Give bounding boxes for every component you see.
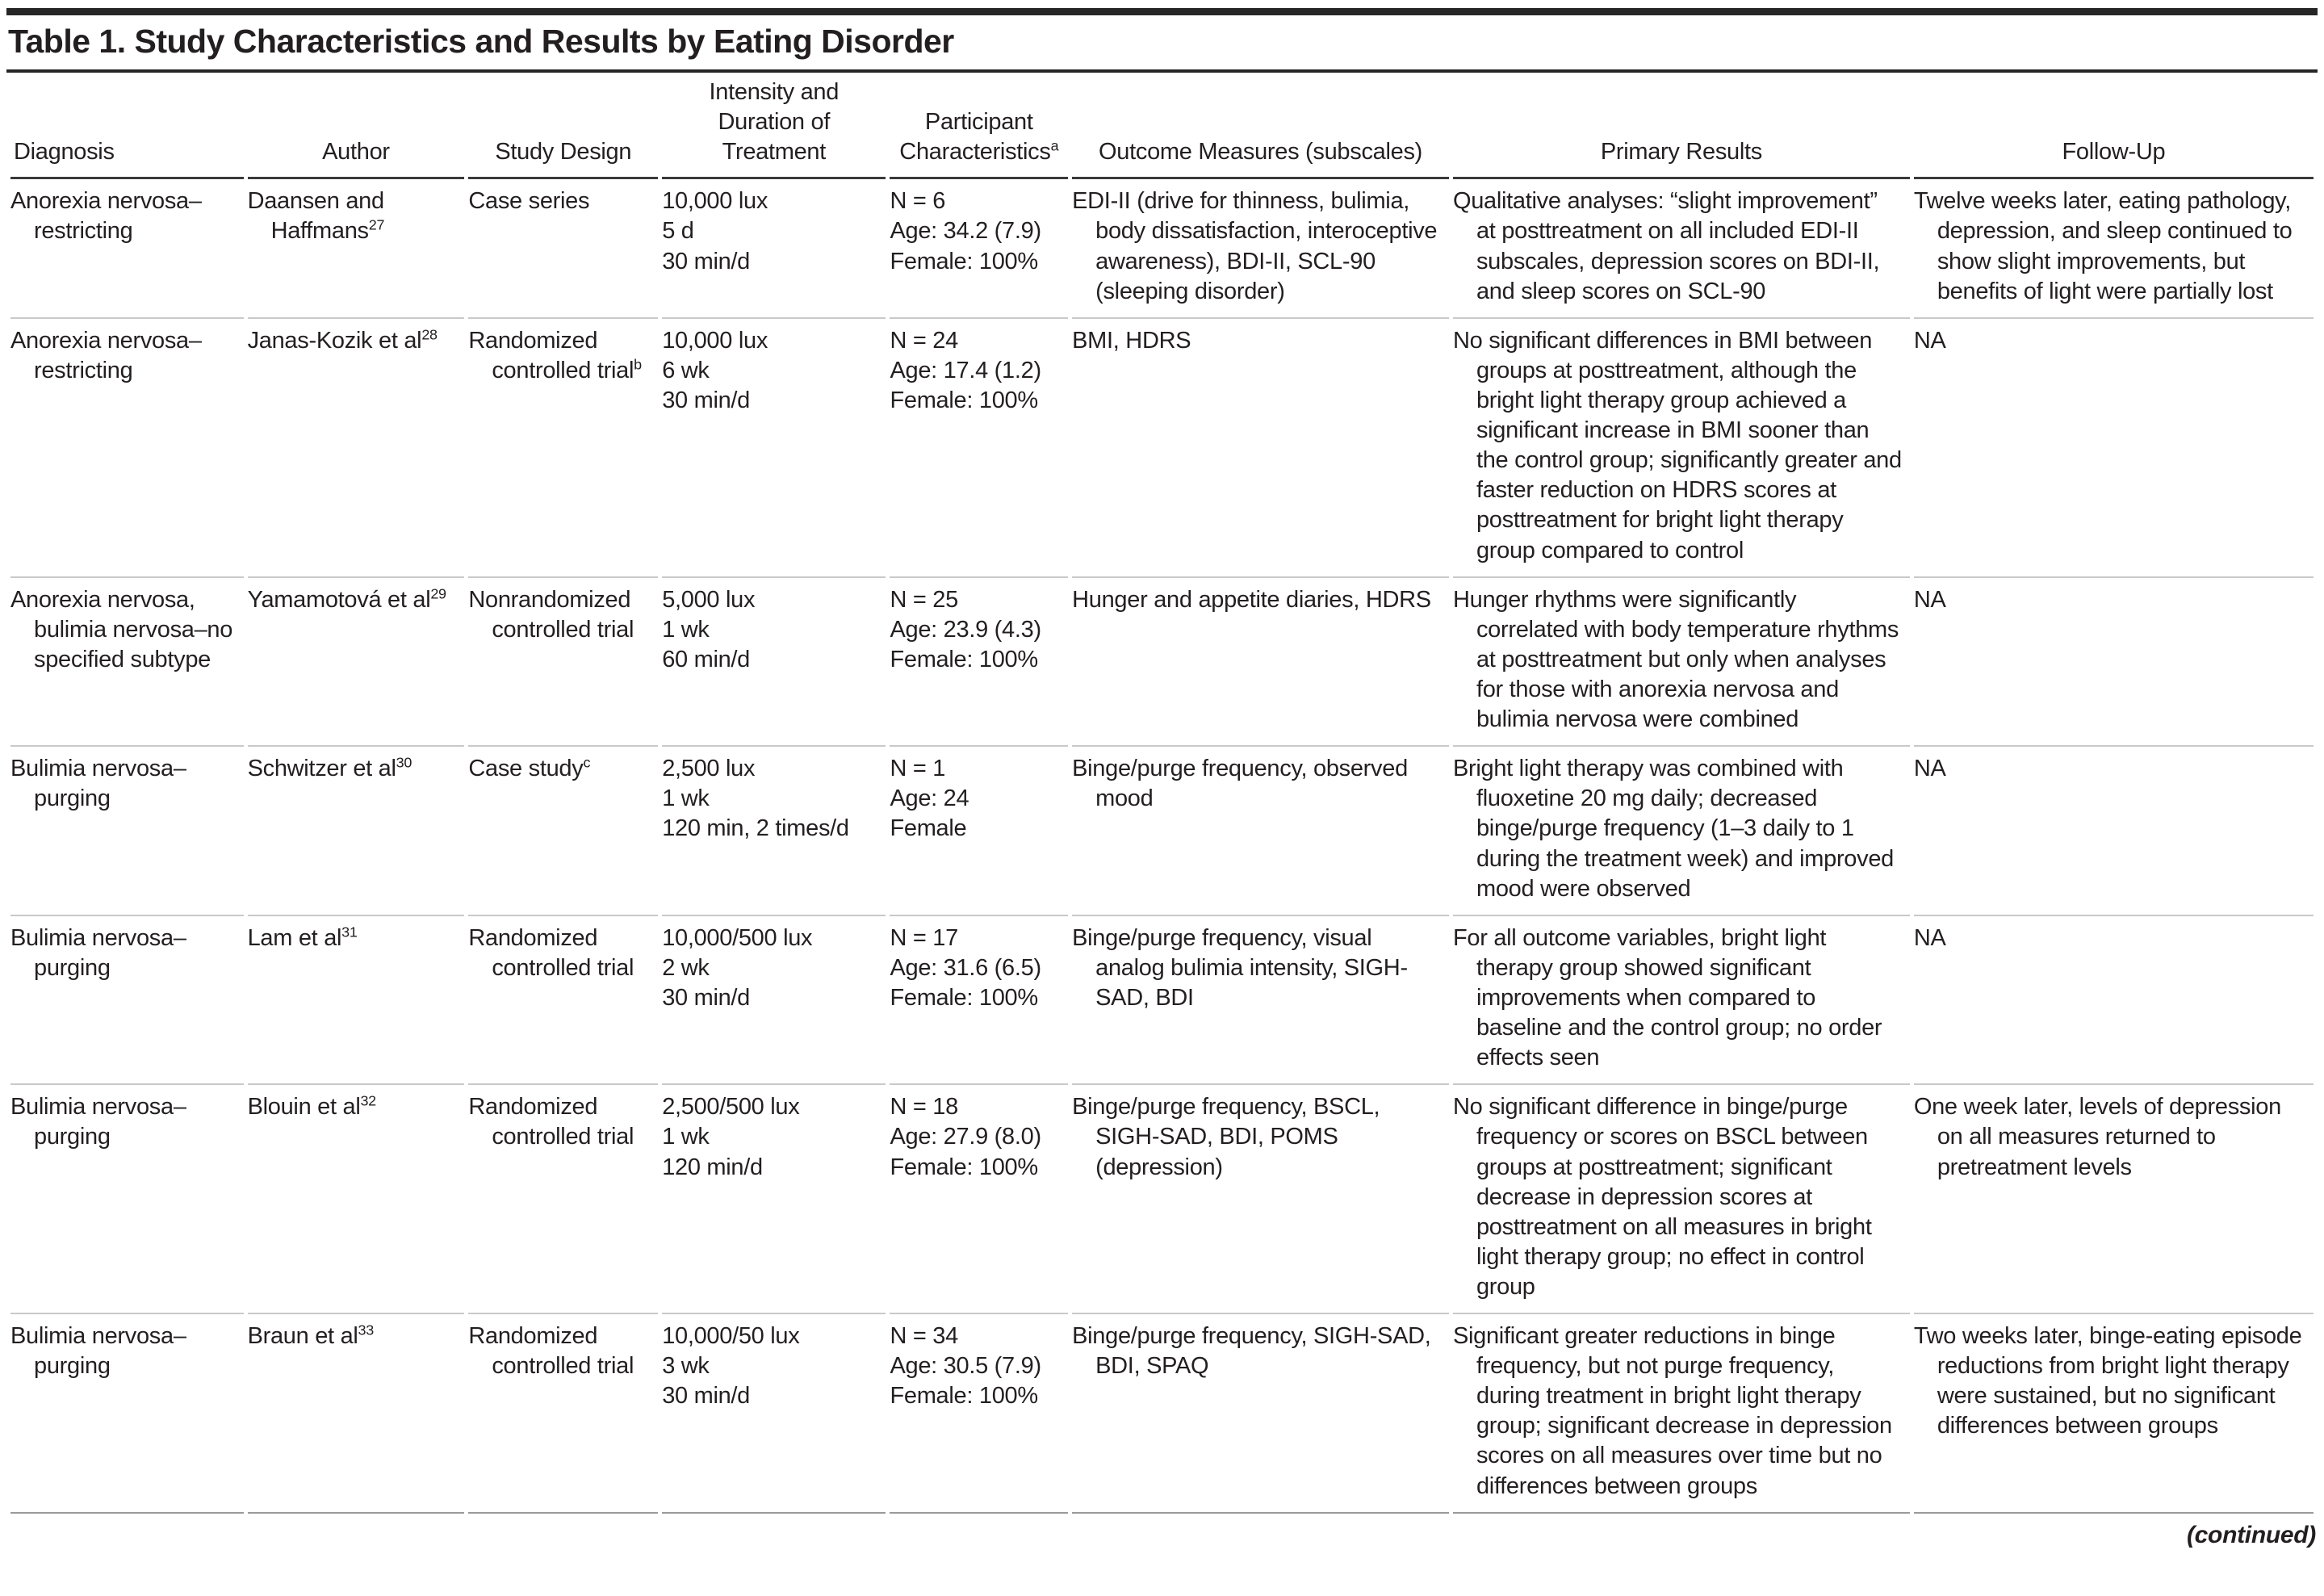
cell-text: Female [890,815,967,842]
cell-text: 120 min/d [662,1154,763,1180]
cell-text: Anorexia nervosa–restricting [10,327,202,383]
cell-results [1453,319,1910,578]
cell-text: Twelve weeks later, eating pathology, depression, and sleep continued to show slight improvements, but benefits of light were partially lost [1913,188,2293,304]
cell-text: 10,000 lux [662,188,768,215]
cell-text: Bulimia nervosa–purging [10,924,186,981]
cell-text: Bulimia nervosa–purging [10,756,186,812]
cell-text: Binge/purge frequency, BSCL, SIGH-SAD, BDI, POMS (depression) [1072,1094,1380,1180]
cell-text: NA [1913,586,1946,613]
cell-outcomes [1072,319,1449,578]
cell-text: N = 24 [890,327,958,354]
cell-diagnosis [10,747,244,916]
cell-text: Age: 30.5 (7.9) [890,1353,1041,1380]
cell-text: 60 min/d [662,646,751,672]
table-row [10,747,2314,916]
cell-text: Lam et $al^{31}$ [247,924,358,951]
cell-text: 2,500/500 lux [662,1094,800,1121]
cell-followup [1914,578,2314,748]
cell-text: Binge/purge frequency, SIGH-SAD, BDI, SPAQ [1072,1323,1431,1380]
cell-text: No significant differences in BMI between groups at posttreatment, although the bright light therapy group achieved a significant increase in BMI sooner than the control group; significantly greater and faster reduction on HDRS scores at posttreatment for bright light therapy group compared to control [1452,327,1902,563]
footnote-marker: 32 [360,1092,376,1109]
cell-participants [890,179,1068,318]
cell-followup [1914,916,2314,1086]
cell-study_design [468,747,658,916]
col-header-outcomes: Outcome Measures (subscales) [1072,73,1449,179]
cell-text: Binge/purge frequency, visual analog bulimia intensity, SIGH-SAD, BDI [1072,924,1408,1011]
cell-participants [890,1314,1068,1514]
footnote-marker: 29 [430,584,446,601]
cell-text: Anorexia nervosa, bulimia nervosa–no specified subtype [10,586,233,672]
col-header-author: Author [248,73,465,179]
cell-outcomes [1072,916,1449,1086]
footnote-marker: 31 [341,924,358,940]
cell-text: Bulimia nervosa–purging [10,1323,186,1380]
cell-text: Braun et $al^{33}$ [247,1322,374,1350]
cell-treatment [662,1085,886,1314]
cell-followup [1914,1314,2314,1514]
cell-text: N = 34 [890,1323,958,1350]
footnote-marker: 27 [368,216,385,233]
cell-text: Randomized controlled trial [468,924,634,981]
cell-text: Randomized controlled trial [468,1323,634,1380]
cell-study_design [468,1314,658,1514]
cell-text: 1 wk [662,1124,710,1150]
cell-text: Blouin et $al^{32}$ [247,1092,376,1121]
cell-text: 1 wk [662,616,710,643]
footnote-marker: a [1050,137,1059,154]
footnote-marker: b [634,356,642,373]
cell-text: No significant difference in binge/purge frequency or scores on BSCL between groups at posttreatment; significant decrease in depression scores at posttreatment on all measures in bright light therapy group; no effect in control group [1452,1094,1872,1300]
footnote-marker: 30 [396,754,412,771]
cell-text: Two weeks later, binge-eating episode reductions from bright light therapy were sustained, but no significant differences between groups [1913,1323,2302,1439]
cell-participants [890,1085,1068,1314]
cell-text: One week later, levels of depression on all measures returned to pretreatment levels [1913,1094,2281,1180]
cell-text: 30 min/d [662,1383,751,1410]
cell-author [248,578,465,748]
cell-treatment [662,916,886,1086]
cell-text: 1 wk [662,785,710,812]
cell-text: Female: 100% [890,646,1038,672]
footnote-marker: c [583,754,591,771]
col-header-followup: Follow-Up [1914,73,2314,179]
cell-diagnosis [10,578,244,748]
cell-text: 2 wk [662,954,710,981]
cell-author [248,179,465,318]
cell-text: Bulimia nervosa–purging [10,1094,186,1150]
cell-text: Female: 100% [890,1154,1038,1180]
cell-text: Randomized controlled trial [468,1094,634,1150]
cell-participants [890,319,1068,578]
cell-text: Significant greater reductions in binge frequency, but not purge frequency, during treatment in bright light therapy group; significant decrease in depression scores on all measures over time but no differences between groups [1452,1323,1892,1499]
cell-text: Hunger and appetite diaries, HDRS [1072,586,1431,613]
cell-text: Randomized controlled trial$^b$ [468,327,642,383]
col-header-results: Primary Results [1453,73,1910,179]
cell-text: Female: 100% [890,387,1038,413]
cell-text: 30 min/d [662,984,751,1011]
cell-text: NA [1913,924,1946,951]
table-body [10,179,2314,1513]
cell-text: Hunger rhythms were significantly correlated with body temperature rhythms at posttreatment but only when analyses for those with anorexia nervosa and bulimia nervosa were combined [1452,586,1899,733]
table-header [10,73,2314,179]
header-row [10,73,2314,179]
cell-diagnosis [10,1085,244,1314]
cell-diagnosis [10,916,244,1086]
cell-text: NA [1913,756,1946,782]
footnote-marker: 33 [358,1322,374,1338]
cell-text: N = 17 [890,924,958,951]
cell-treatment [662,179,886,318]
cell-text: Age: 17.4 (1.2) [890,357,1041,383]
table-row [10,179,2314,318]
cell-text: 10,000 lux [662,327,768,354]
cell-text: Age: 24 [890,785,969,812]
cell-text: 30 min/d [662,248,751,274]
cell-results [1453,578,1910,748]
cell-treatment [662,747,886,916]
table-row [10,578,2314,748]
cell-study_design [468,179,658,318]
cell-text: N = 6 [890,188,946,215]
cell-author [248,916,465,1086]
cell-text: 2,500 lux [662,756,756,782]
cell-text: Age: 23.9 (4.3) [890,616,1041,643]
cell-text: Schwitzer et $al^{30}$ [247,754,412,782]
cell-results [1453,916,1910,1086]
cell-text: Age: 34.2 (7.9) [890,218,1041,245]
cell-diagnosis [10,319,244,578]
cell-study_design [468,916,658,1086]
col-header-study_design: Study Design [468,73,658,179]
cell-text: Female: 100% [890,1383,1038,1410]
cell-study_design [468,578,658,748]
cell-text: For all outcome variables, bright light therapy group showed significant improvements when compared to baseline and the control group; no order effects seen [1452,924,1882,1071]
cell-text: Female: 100% [890,248,1038,274]
cell-followup [1914,747,2314,916]
cell-author [248,1085,465,1314]
cell-treatment [662,1314,886,1514]
cell-author [248,1314,465,1514]
cell-outcomes [1072,747,1449,916]
table-row [10,916,2314,1086]
study-table [6,73,2318,1514]
cell-text: Age: 31.6 (6.5) [890,954,1041,981]
cell-outcomes [1072,1314,1449,1514]
cell-text: Daansen and Haffmans$^{27}$ [247,188,385,245]
cell-text: 3 wk [662,1353,710,1380]
cell-followup [1914,319,2314,578]
cell-text: N = 1 [890,756,946,782]
cell-text: Binge/purge frequency, observed mood [1072,756,1408,812]
cell-text: N = 25 [890,586,958,613]
cell-author [248,747,465,916]
col-header-diagnosis: Diagnosis [10,73,244,179]
cell-diagnosis [10,1314,244,1514]
cell-followup [1914,1085,2314,1314]
cell-text: Female: 100% [890,984,1038,1011]
cell-text: BMI, HDRS [1072,327,1191,354]
cell-text: 5 d [662,218,694,245]
cell-text: NA [1913,327,1946,354]
cell-text: Bright light therapy was combined with fluoxetine 20 mg daily; decreased binge/purge frequency (1–3 daily to 1 during the treatment week) and improved mood were observed [1452,756,1894,902]
cell-text: Anorexia nervosa–restricting [10,188,202,245]
table-row [10,1085,2314,1314]
cell-treatment [662,319,886,578]
col-header-treatment: Intensity and Duration of Treatment [662,73,886,179]
cell-results [1453,1314,1910,1514]
cell-text: 120 min, 2 times/d [662,815,849,842]
cell-outcomes [1072,179,1449,318]
cell-study_design [468,319,658,578]
cell-results [1453,179,1910,318]
cell-text: 6 wk [662,357,710,383]
cell-text: Qualitative analyses: “slight improvement” at posttreatment on all included EDI-II subscales, depression scores on BDI-II, and sleep scores on SCL-90 [1452,188,1880,304]
cell-participants [890,578,1068,748]
table-row [10,319,2314,578]
cell-text: 5,000 lux [662,586,756,613]
cell-treatment [662,578,886,748]
cell-text: Case series [468,188,590,215]
cell-text: 10,000/50 lux [662,1323,800,1350]
cell-text: Nonrandomized controlled trial [468,586,634,643]
cell-text: Janas-Kozik et $al^{28}$ [247,326,438,354]
cell-text: N = 18 [890,1094,958,1121]
cell-text: EDI-II (drive for thinness, bulimia, body dissatisfaction, interoceptive awareness), BDI-II, SCL-90 (sleeping disorder) [1072,188,1438,304]
cell-author [248,319,465,578]
cell-study_design [468,1085,658,1314]
col-header-participants: Participant Characteristics$^a$ [890,73,1068,179]
cell-text: Age: 27.9 (8.0) [890,1124,1041,1150]
table-title: Table 1. Study Characteristics and Results by Eating Disorder [6,15,2318,73]
cell-text: Yamamotová et $al^{29}$ [247,584,446,613]
cell-followup [1914,179,2314,318]
cell-results [1453,747,1910,916]
cell-diagnosis [10,179,244,318]
cell-text: 30 min/d [662,387,751,413]
cell-results [1453,1085,1910,1314]
cell-participants [890,747,1068,916]
continued-note: (continued) [2186,1521,2316,1548]
cell-participants [890,916,1068,1086]
cell-text: 10,000/500 lux [662,924,813,951]
top-rule [6,8,2318,15]
table-row [10,1314,2314,1514]
cell-text: Case study$^c$ [468,754,591,782]
cell-outcomes [1072,1085,1449,1314]
footnote-marker: 28 [421,326,438,343]
cell-outcomes [1072,578,1449,748]
